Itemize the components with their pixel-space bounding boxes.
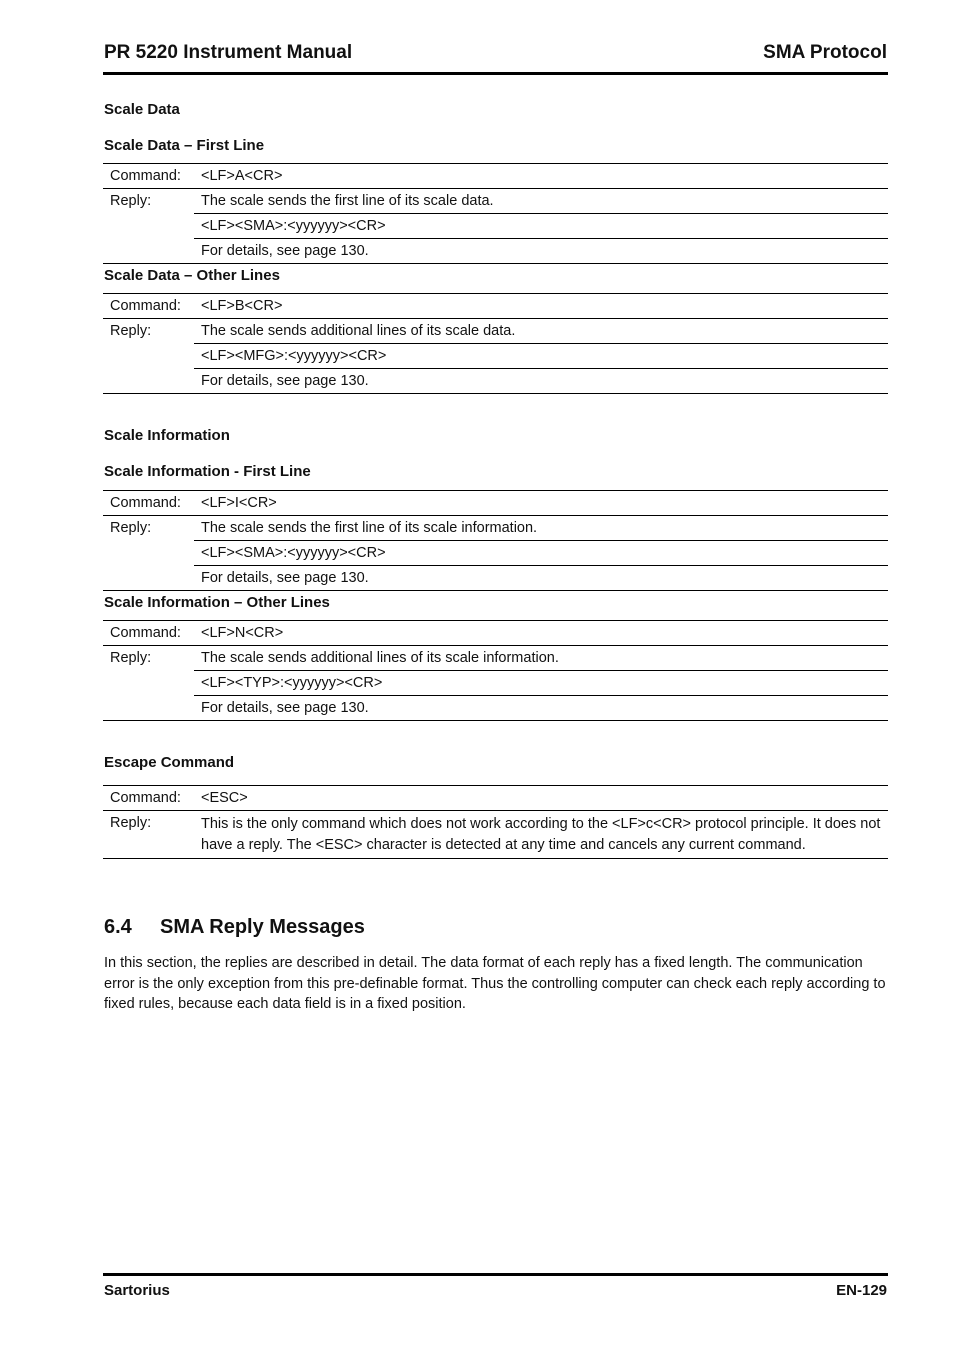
reply-text: This is the only command which does not work according to the <LF>c<CR> protocol principle. It does not have a reply. The <ESC> character is detected at any time and cancels any current command. [194,811,888,859]
reply-line: The scale sends the first line of its scale information. [194,516,888,541]
command-value: <LF>B<CR> [194,294,888,319]
scale-information-first-line-heading: Scale Information - First Line [104,463,311,480]
section-heading [104,916,365,939]
scale-information-heading: Scale Information [104,427,230,444]
command-value: <LF>I<CR> [194,491,888,516]
reply-line: The scale sends the first line of its scale data. [194,189,888,214]
command-label: Command: [103,491,194,516]
command-label: Command: [103,164,194,189]
command-label: Command: [103,621,194,646]
page-footer [103,1273,888,1299]
section-paragraph: In this section, the replies are described in detail. The data format of each reply has a fixed length. The communication error is the only exception from this pre-definable format. Thus the controlling computer can check each reply according to fixed rules, because each data field is in a fixed position. [104,955,886,1012]
reply-label: Reply: [103,189,194,214]
reply-line: For details, see page 130. [194,696,888,721]
chapter-title: SMA Protocol [763,42,887,63]
reply-line: The scale sends additional lines of its scale information. [194,646,888,671]
section-number: 6.4 [104,916,132,938]
reply-label: Reply: [103,646,194,671]
scale-data-first-line-heading: Scale Data – First Line [104,137,265,154]
page-number: EN-129 [836,1282,887,1299]
reply-line: The scale sends additional lines of its scale data. [194,319,888,344]
command-value: <LF>N<CR> [194,621,888,646]
reply-line: For details, see page 130. [194,369,888,394]
escape-command-heading: Escape Command [104,754,235,771]
command-value: <ESC> [194,786,888,811]
command-label: Command: [103,294,194,319]
scale-information-other-lines-table [103,620,888,721]
reply-line: <LF><SMA>:<yyyyyy><CR> [194,541,888,566]
reply-label: Reply: [103,516,194,541]
reply-line: <LF><TYP>:<yyyyyy><CR> [194,671,888,696]
scale-information-other-lines-heading: Scale Information – Other Lines [104,594,330,611]
scale-data-other-lines-heading: Scale Data – Other Lines [104,267,280,284]
reply-line: <LF><MFG>:<yyyyyy><CR> [194,344,888,369]
reply-label: Reply: [103,811,194,859]
reply-line: <LF><SMA>:<yyyyyy><CR> [194,214,888,239]
scale-data-other-lines-table [103,293,888,394]
scale-information-first-line-table [103,490,888,591]
escape-command-table [103,785,888,859]
command-value: <LF>A<CR> [194,164,888,189]
reply-line: For details, see page 130. [194,239,888,264]
command-label: Command: [103,786,194,811]
scale-data-heading: Scale Data [104,101,180,118]
footer-company: Sartorius [104,1282,170,1299]
scale-data-first-line-table [103,163,888,264]
reply-label: Reply: [103,319,194,344]
reply-line: For details, see page 130. [194,566,888,591]
section-title: SMA Reply Messages [160,916,365,938]
manual-title: PR 5220 Instrument Manual [104,42,353,63]
page-header [103,40,888,75]
